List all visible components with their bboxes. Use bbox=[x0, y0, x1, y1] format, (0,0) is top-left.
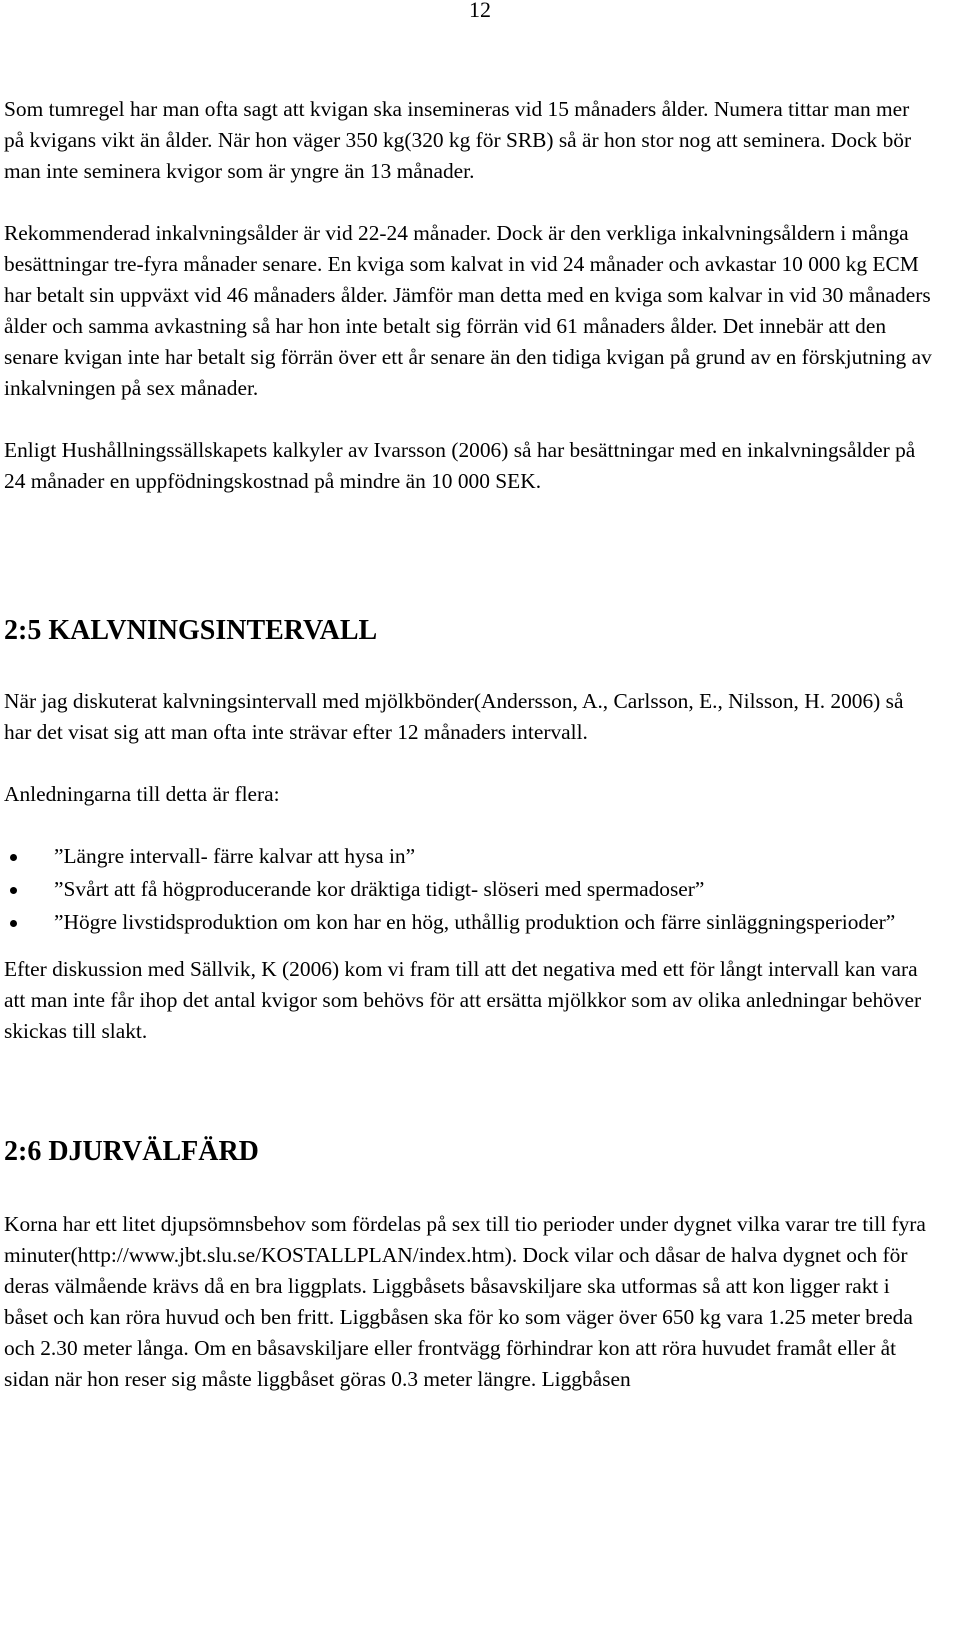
section-heading-calving-interval: 2:5 KALVNINGSINTERVALL bbox=[4, 615, 378, 646]
reasons-list bbox=[4, 841, 934, 938]
bullet-icon bbox=[10, 854, 17, 861]
section-heading-animal-welfare: 2:6 DJURVÄLFÄRD bbox=[4, 1136, 259, 1167]
bullet-icon bbox=[10, 887, 17, 894]
page-number: 12 bbox=[469, 0, 491, 22]
list-item bbox=[4, 841, 934, 872]
list-item-text: ”Längre intervall- färre kalvar att hysa in” bbox=[54, 844, 416, 868]
calving-paragraph-3: Efter diskussion med Sällvik, K (2006) kom vi fram till att det negativa med ett för långt intervall kan vara att man inte får ihop det antal kvigor som behövs för att ersätta mjölkkor som av olika anledningar behöver skickas till slakt. bbox=[4, 957, 922, 1043]
list-item bbox=[4, 907, 934, 938]
intro-paragraph-1: Som tumregel har man ofta sagt att kvigan ska insemineras vid 15 månaders ålder. Numera tittar man mer på kvigans vikt än ålder. När hon väger 350 kg(320 kg för SRB) så är hon stor nog att seminera. Dock bör man inte seminera kvigor som är yngre än 13 månader. bbox=[4, 97, 912, 183]
list-item-text: ”Högre livstidsproduktion om kon har en hög, uthållig produktion och färre sinläggningsperioder” bbox=[54, 910, 896, 934]
list-item bbox=[4, 874, 934, 905]
bullet-icon bbox=[10, 920, 17, 927]
calving-paragraph-1: När jag diskuterat kalvningsintervall med mjölkbönder(Andersson, A., Carlsson, E., Nilsson, H. 2006) så har det visat sig att man ofta inte strävar efter 12 månaders intervall. bbox=[4, 689, 904, 744]
document-body bbox=[4, 94, 934, 1426]
intro-paragraph-3: Enligt Hushållningssällskapets kalkyler av Ivarsson (2006) så har besättningar med en inkalvningsålder på 24 månader en uppfödningskostnad på mindre än 10 000 SEK. bbox=[4, 438, 916, 493]
list-item-text: ”Svårt att få högproducerande kor dräktiga tidigt- slöseri med spermadoser” bbox=[54, 877, 705, 901]
calving-paragraph-2: Anledningarna till detta är flera: bbox=[4, 782, 280, 806]
welfare-paragraph-1: Korna har ett litet djupsömnsbehov som fördelas på sex till tio perioder under dygnet vilka varar tre till fyra minuter(http://www.jbt.slu.se/KOSTALLPLAN/index.htm). Dock vilar och dåsar de halva dygnet och för deras välmående krävs då en bra liggplats. Liggbåsets båsavskiljare ska utformas så att kon ligger rakt i båset och kan röra huvud och ben fritt. Liggbåsen ska för ko som väger över 650 kg vara 1.25 meter breda och 2.30 meter långa. Om en båsavskiljare eller frontvägg förhindrar kon att röra huvudet framåt eller åt sidan när hon reser sig måste liggbåset göras 0.3 meter längre. Liggbåsen bbox=[4, 1212, 926, 1391]
intro-paragraph-2: Rekommenderad inkalvningsålder är vid 22-24 månader. Dock är den verkliga inkalvningsåldern i många besättningar tre-fyra månader senare. En kviga som kalvat in vid 24 månader och avkastar 10 000 kg ECM har betalt sin uppväxt vid 46 månaders ålder. Jämför man detta med en kviga som kalvar in vid 30 månaders ålder och samma avkastning så har hon inte betalt sig förrän vid 61 månaders ålder. Det innebär att den senare kvigan inte har betalt sig förrän över ett år senare än den tidiga kvigan på grund av en förskjutning av inkalvningen på sex månader. bbox=[4, 221, 932, 400]
